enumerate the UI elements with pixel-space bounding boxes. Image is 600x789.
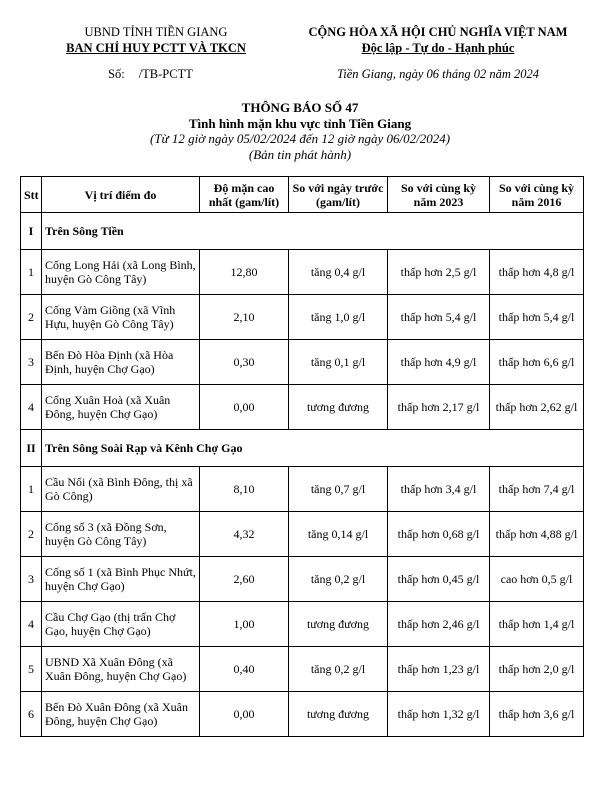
vs-2016-cell: thấp hơn 1,4 g/l: [490, 602, 584, 647]
location-cell: Bến Đò Xuân Đông (xã Xuân Đông, huyện Chợ Gạo): [42, 692, 200, 737]
col-header-vs-2023: So với cùng kỳ năm 2023: [388, 177, 490, 213]
vs-previous-day-cell: tương đương: [289, 692, 388, 737]
vs-previous-day-cell: tăng 0,2 g/l: [289, 557, 388, 602]
vs-2023-cell: thấp hơn 1,23 g/l: [388, 647, 490, 692]
max-salinity-cell: 1,00: [200, 602, 289, 647]
section-number: II: [21, 430, 42, 467]
vs-previous-day-cell: tăng 0,7 g/l: [289, 467, 388, 512]
max-salinity-cell: 8,10: [200, 467, 289, 512]
salinity-table: [20, 176, 584, 737]
table-row: [21, 602, 584, 647]
document-number: [108, 67, 207, 82]
notice-title-block: [0, 100, 600, 162]
vs-2023-cell: thấp hơn 0,68 g/l: [388, 512, 490, 557]
doc-number-label: Số:: [108, 67, 125, 81]
location-cell: Cống Vàm Giồng (xã Vĩnh Hựu, huyện Gò Công Tây): [42, 295, 200, 340]
table-row: [21, 647, 584, 692]
section-row: [21, 430, 584, 467]
vs-2016-cell: thấp hơn 2,62 g/l: [490, 385, 584, 430]
col-header-vs-previous-day: So với ngày trước (gam/lít): [289, 177, 388, 213]
table-row: [21, 340, 584, 385]
vs-2016-cell: cao hơn 0,5 g/l: [490, 557, 584, 602]
row-stt: 6: [21, 692, 42, 737]
row-stt: 3: [21, 340, 42, 385]
vs-2016-cell: thấp hơn 7,4 g/l: [490, 467, 584, 512]
vs-2023-cell: thấp hơn 2,5 g/l: [388, 250, 490, 295]
vs-previous-day-cell: tương đương: [289, 385, 388, 430]
nation-line-2: Độc lập - Tự do - Hạnh phúc: [361, 41, 515, 55]
org-line-2: BAN CHỈ HUY PCTT VÀ TKCN: [66, 41, 246, 55]
row-stt: 4: [21, 602, 42, 647]
location-cell: Cống Xuân Hoà (xã Xuân Đông, huyện Chợ Gạo): [42, 385, 200, 430]
notice-subject: Tình hình mặn khu vực tỉnh Tiền Giang: [188, 115, 412, 131]
location-cell: Cầu Chợ Gạo (thị trấn Chợ Gạo, huyện Chợ Gạo): [42, 602, 200, 647]
vs-2016-cell: thấp hơn 2,0 g/l: [490, 647, 584, 692]
max-salinity-cell: 2,10: [200, 295, 289, 340]
table-row: [21, 385, 584, 430]
national-motto: [290, 24, 586, 56]
vs-previous-day-cell: tăng 0,4 g/l: [289, 250, 388, 295]
location-cell: Cống số 1 (xã Bình Phục Nhứt, huyện Chợ Gạo): [42, 557, 200, 602]
section-row: [21, 213, 584, 250]
nation-line-1: CỘNG HÒA XÃ HỘI CHỦ NGHĨA VIỆT NAM: [308, 25, 568, 39]
document-date: Tiền Giang, ngày 06 tháng 02 năm 2024: [336, 67, 540, 81]
notice-status: (Bản tin phát hành): [248, 146, 352, 162]
vs-previous-day-cell: tăng 1,0 g/l: [289, 295, 388, 340]
max-salinity-cell: 4,32: [200, 512, 289, 557]
row-stt: 5: [21, 647, 42, 692]
row-stt: 2: [21, 295, 42, 340]
vs-previous-day-cell: tương đương: [289, 602, 388, 647]
vs-2023-cell: thấp hơn 2,17 g/l: [388, 385, 490, 430]
location-cell: UBND Xã Xuân Đông (xã Xuân Đông, huyện Chợ Gạo): [42, 647, 200, 692]
max-salinity-cell: 0,40: [200, 647, 289, 692]
col-header-location: Vị trí điểm đo: [42, 177, 200, 213]
notice-period: (Từ 12 giờ ngày 05/02/2024 đến 12 giờ ngày 06/02/2024): [149, 131, 451, 146]
row-stt: 1: [21, 250, 42, 295]
section-number: I: [21, 213, 42, 250]
col-header-max-salinity: Độ mặn cao nhất (gam/lít): [200, 177, 289, 213]
table-row: [21, 295, 584, 340]
org-line-1: UBND TỈNH TIỀN GIANG: [84, 25, 228, 39]
vs-2016-cell: thấp hơn 4,8 g/l: [490, 250, 584, 295]
table-header-row: [21, 177, 584, 213]
vs-2023-cell: thấp hơn 3,4 g/l: [388, 467, 490, 512]
table-row: [21, 692, 584, 737]
vs-previous-day-cell: tăng 0,14 g/l: [289, 512, 388, 557]
notice-title: THÔNG BÁO SỐ 47: [241, 100, 359, 115]
vs-2016-cell: thấp hơn 6,6 g/l: [490, 340, 584, 385]
col-header-stt: Stt: [21, 177, 42, 213]
vs-2016-cell: thấp hơn 3,6 g/l: [490, 692, 584, 737]
max-salinity-cell: 0,30: [200, 340, 289, 385]
vs-2023-cell: thấp hơn 5,4 g/l: [388, 295, 490, 340]
max-salinity-cell: 2,60: [200, 557, 289, 602]
row-stt: 2: [21, 512, 42, 557]
max-salinity-cell: 0,00: [200, 385, 289, 430]
location-cell: Cầu Nổi (xã Bình Đông, thị xã Gò Công): [42, 467, 200, 512]
table-row: [21, 250, 584, 295]
table-row: [21, 467, 584, 512]
vs-2023-cell: thấp hơn 4,9 g/l: [388, 340, 490, 385]
table-row: [21, 557, 584, 602]
location-cell: Cống Long Hải (xã Long Bình, huyện Gò Công Tây): [42, 250, 200, 295]
doc-number-value: /TB-PCTT: [138, 67, 193, 81]
vs-previous-day-cell: tăng 0,1 g/l: [289, 340, 388, 385]
max-salinity-cell: 12,80: [200, 250, 289, 295]
vs-2016-cell: thấp hơn 5,4 g/l: [490, 295, 584, 340]
location-cell: Cống số 3 (xã Đồng Sơn, huyện Gò Công Tây): [42, 512, 200, 557]
vs-2023-cell: thấp hơn 1,32 g/l: [388, 692, 490, 737]
issuing-authority: [22, 24, 290, 56]
max-salinity-cell: 0,00: [200, 692, 289, 737]
vs-2023-cell: thấp hơn 2,46 g/l: [388, 602, 490, 647]
location-cell: Bến Đò Hòa Định (xã Hòa Định, huyện Chợ Gạo): [42, 340, 200, 385]
row-stt: 1: [21, 467, 42, 512]
vs-previous-day-cell: tăng 0,2 g/l: [289, 647, 388, 692]
section-title: Trên Sông Tiền: [42, 213, 584, 250]
vs-2016-cell: thấp hơn 4,88 g/l: [490, 512, 584, 557]
vs-2023-cell: thấp hơn 0,45 g/l: [388, 557, 490, 602]
table-row: [21, 512, 584, 557]
row-stt: 4: [21, 385, 42, 430]
section-title: Trên Sông Soài Rạp và Kênh Chợ Gạo: [42, 430, 584, 467]
col-header-vs-2016: So với cùng kỳ năm 2016: [490, 177, 584, 213]
row-stt: 3: [21, 557, 42, 602]
